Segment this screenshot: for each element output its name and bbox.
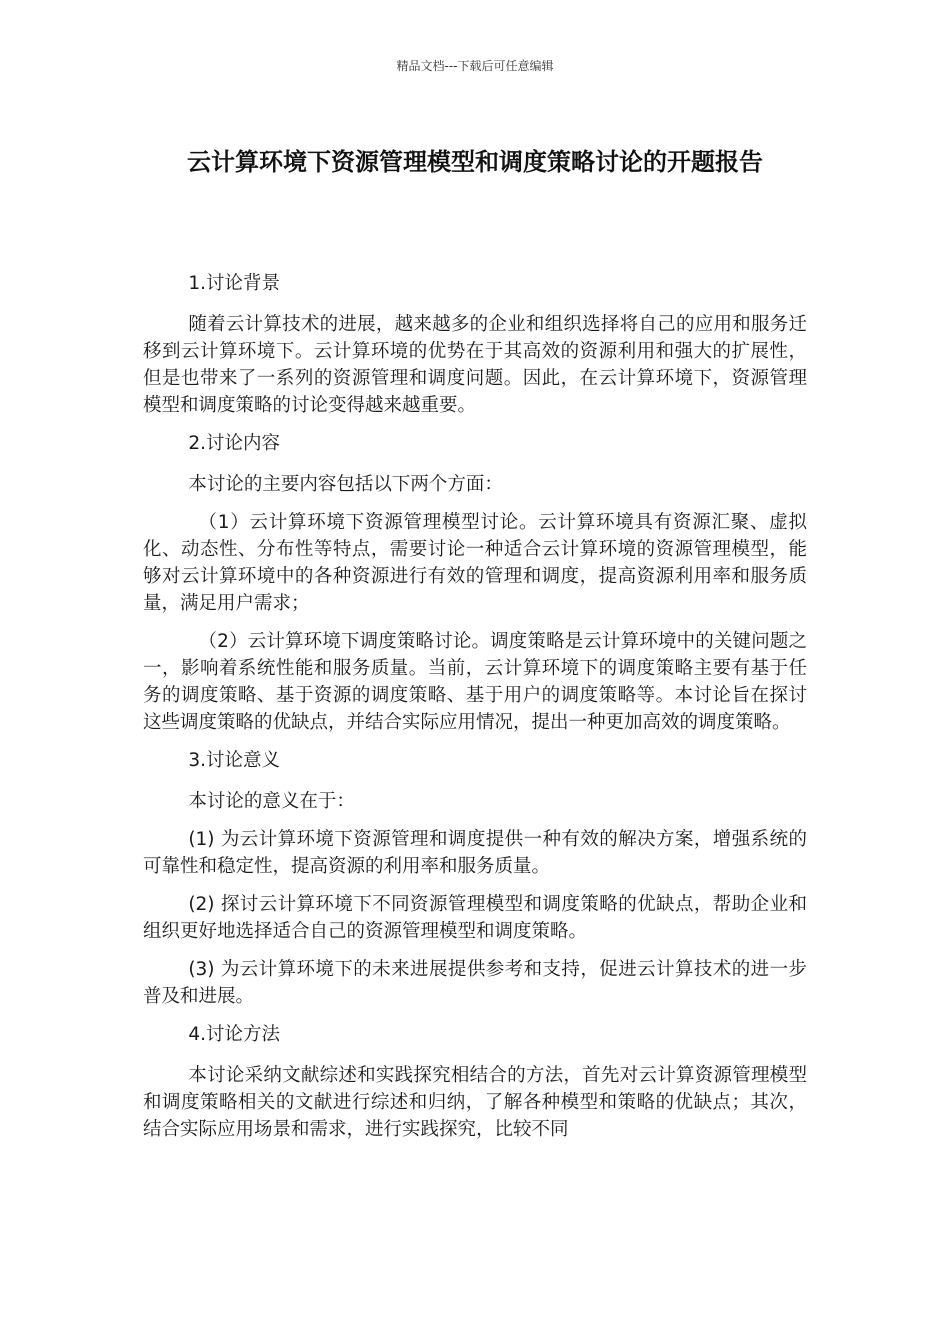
section-heading: 3.讨论意义	[188, 750, 280, 771]
list-item-paragraph: (2) 探讨云计算环境下不同资源管理模型和调度策略的优缺点，帮助企业和组织更好地选择适合自己的资源管理模型和调度策略。	[143, 894, 807, 942]
list-item-paragraph: (3) 为云计算环境下的未来进展提供参考和支持，促进云计算技术的进一步普及和进展。	[143, 959, 807, 1007]
body-paragraph: 随着云计算技术的进展，越来越多的企业和组织选择将自己的应用和服务迁移到云计算环境下。云计算环境的优势在于其高效的资源利用和强大的扩展性，但是也带来了一系列的资源管理和调度问题。因此，在云计算环境下，资源管理模型和调度策略的讨论变得越来越重要。	[143, 314, 807, 416]
body-paragraph: 本讨论的意义在于：	[188, 791, 355, 812]
section-heading: 2.讨论内容	[188, 433, 280, 454]
list-item-paragraph: (1) 为云计算环境下资源管理和调度提供一种有效的解决方案，增强系统的可靠性和稳定性，提高资源的利用率和服务质量。	[143, 829, 807, 877]
list-item-paragraph: （2）云计算环境下调度策略讨论。调度策略是云计算环境中的关键问题之一，影响着系统性能和服务质量。当前，云计算环境下的调度策略主要有基于任务的调度策略、基于资源的调度策略、基于用户的调度策略等。本讨论旨在探讨这些调度策略的优缺点，并结合实际应用情况，提出一种更加高效的调度策略。	[143, 631, 807, 733]
page-header: 精品文档---下载后可任意编辑	[396, 59, 554, 73]
list-item-paragraph: （1）云计算环境下资源管理模型讨论。云计算环境具有资源汇聚、虚拟化、动态性、分布性等特点，需要讨论一种适合云计算环境的资源管理模型，能够对云计算环境中的各种资源进行有效的管理和调度，提高资源利用率和服务质量，满足用户需求；	[143, 512, 807, 614]
section-heading: 1.讨论背景	[188, 273, 280, 294]
document-body	[143, 270, 807, 1154]
body-paragraph: 本讨论的主要内容包括以下两个方面：	[188, 474, 503, 495]
body-paragraph: 本讨论采纳文献综述和实践探究相结合的方法，首先对云计算资源管理模型和调度策略相关的文献进行综述和归纳，了解各种模型和策略的优缺点；其次，结合实际应用场景和需求，进行实践探究，比较不同	[143, 1065, 807, 1140]
section-heading: 4.讨论方法	[188, 1024, 280, 1045]
document-title: 云计算环境下资源管理模型和调度策略讨论的开题报告	[187, 148, 763, 176]
